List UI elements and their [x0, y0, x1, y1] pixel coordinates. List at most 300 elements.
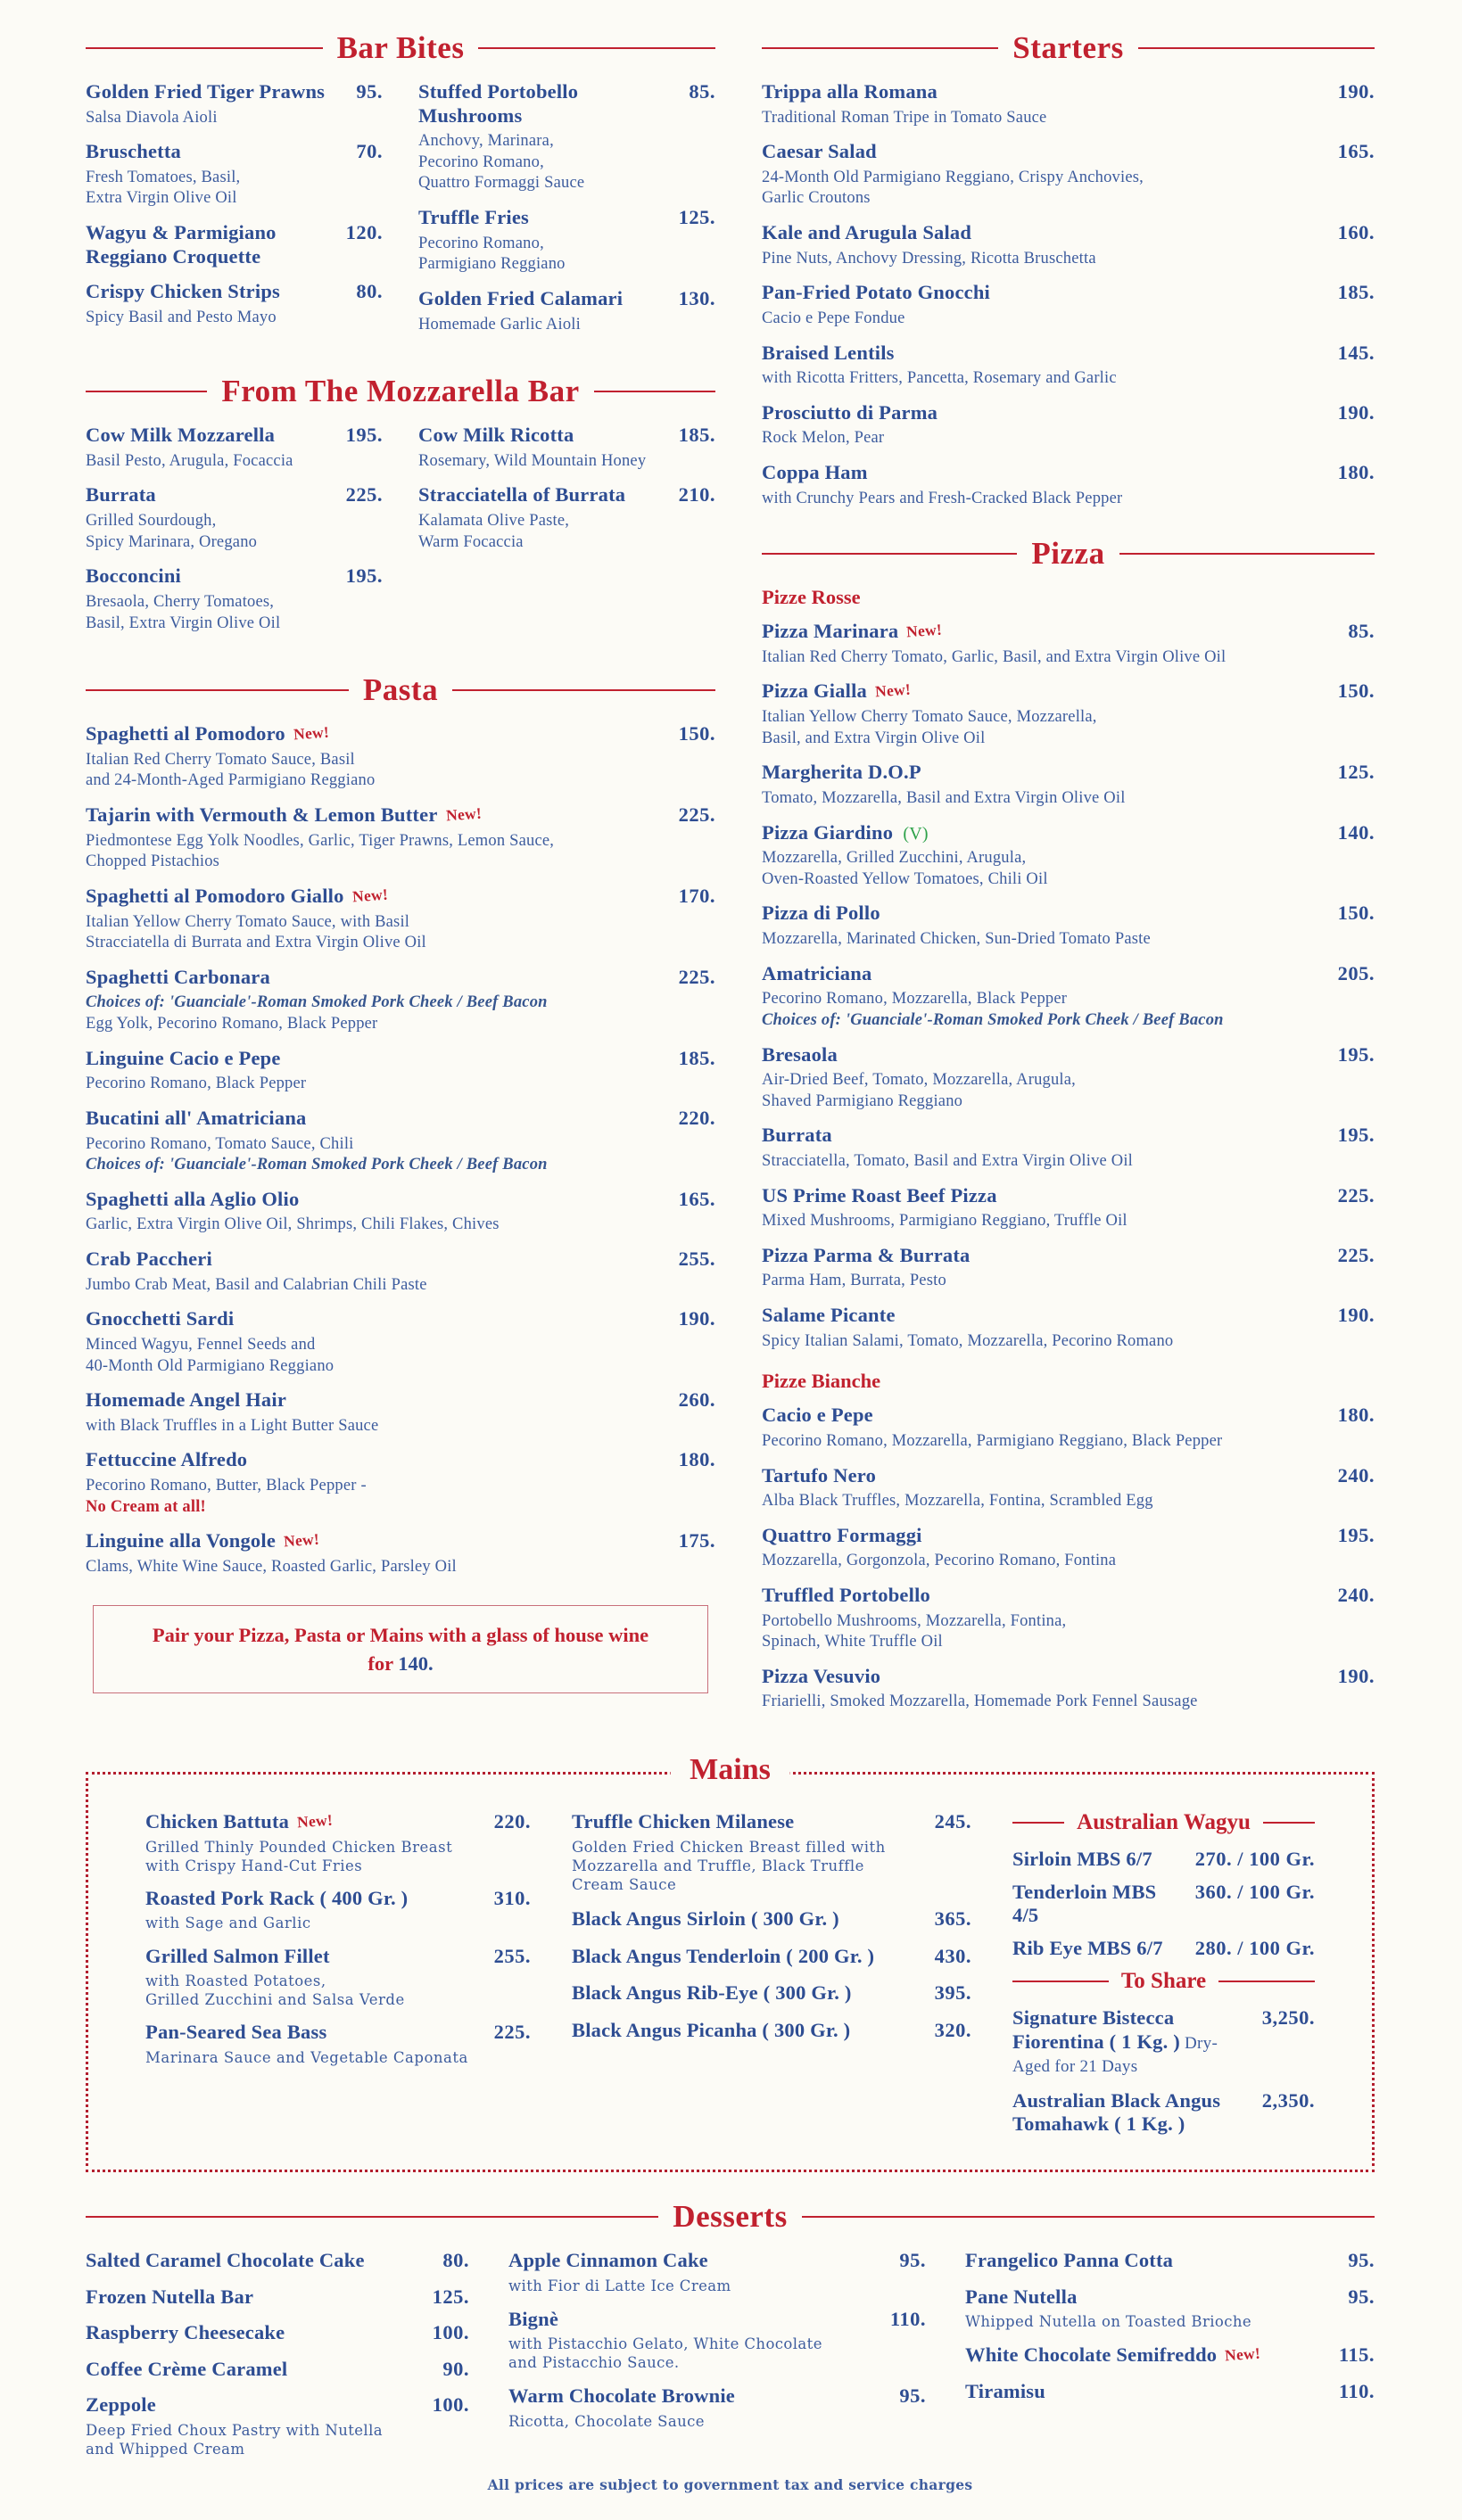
menu-item-row	[762, 1584, 1375, 1608]
item-price: 95.	[356, 80, 383, 103]
menu-item-row	[762, 221, 1375, 245]
item-price: 130.	[678, 287, 715, 309]
mozzarella-bar-header	[86, 374, 715, 409]
description-line: Rosemary, Wild Mountain Honey	[418, 451, 647, 470]
mozzarella-col-2	[418, 424, 715, 646]
item-name: US Prime Roast Beef Pizza	[762, 1183, 997, 1206]
item-price: 150.	[678, 722, 715, 745]
item-name: Amatriciana	[762, 961, 872, 984]
wine-price: 140.	[398, 1652, 434, 1676]
item-name: Linguine Cacio e Pepe	[86, 1046, 281, 1069]
new-badge: New!	[293, 722, 330, 744]
menu-item	[86, 1107, 715, 1176]
description-line: Chopped Pistachios	[86, 852, 220, 871]
item-price: 395.	[934, 1981, 971, 2005]
menu-item	[1012, 1937, 1315, 1961]
item-name: Grilled Salmon Fillet	[145, 1944, 330, 1967]
menu-item	[762, 1124, 1375, 1172]
menu-item-row	[86, 1307, 715, 1331]
description-line: with Sage and Garlic	[145, 1915, 311, 1932]
item-description	[762, 848, 1375, 890]
desserts-col-2	[508, 2249, 926, 2471]
menu-item	[508, 2308, 926, 2373]
new-badge: New!	[905, 620, 944, 641]
menu-item	[572, 1810, 971, 1894]
menu-item-row	[418, 424, 715, 448]
item-name: Stuffed Portobello Mushrooms	[418, 80, 579, 127]
description-line: Mozzarella, Marinated Chicken, Sun-Dried Tomato Paste	[762, 930, 1151, 949]
menu-item	[762, 1524, 1375, 1572]
item-name: Pizza Vesuvio	[762, 1664, 881, 1687]
description-line: Marinara Sauce and Vegetable Caponata	[145, 2048, 468, 2066]
header-rule-right	[478, 47, 715, 49]
description-line: with Roasted Potatoes,	[145, 1972, 326, 1990]
item-price: 225.	[678, 965, 715, 988]
item-description	[86, 108, 383, 129]
menu-item	[508, 2249, 926, 2295]
item-name: Pizza Gialla New!	[762, 679, 912, 703]
description-line: Ricotta, Chocolate Sauce	[508, 2413, 705, 2430]
item-price: 240.	[1337, 1463, 1375, 1486]
item-name: Australian Black Angus Tomahawk ( 1 Kg. )	[1012, 2088, 1221, 2136]
menu-item-row	[762, 902, 1375, 926]
menu-item	[86, 885, 715, 954]
description-line: Pecorino Romano,	[418, 152, 544, 171]
section-title: Bar Bites	[336, 30, 465, 65]
item-price: 170.	[678, 885, 715, 907]
description-line: Choices of: 'Guanciale'-Roman Smoked Pork Cheek / Beef Bacon	[762, 1010, 1224, 1029]
item-description	[762, 1211, 1375, 1232]
menu-item	[762, 80, 1375, 128]
item-name: Truffle Fries	[418, 206, 530, 229]
description-line: Spicy Italian Salami, Tomato, Mozzarella, Pecorino Romano	[762, 1331, 1174, 1350]
description-line: Oven-Roasted Yellow Tomatoes, Chili Oil	[762, 869, 1048, 888]
section-title: Pizza	[1031, 536, 1105, 572]
item-description	[762, 108, 1375, 129]
item-name: Stracciatella of Burrata	[418, 483, 626, 506]
menu-item-row	[762, 821, 1375, 845]
menu-item-row	[1012, 1881, 1315, 1928]
item-name: Signature Bistecca Fiorentina ( 1 Kg. ) Dry-Aged for 21 Days	[1012, 2006, 1218, 2077]
item-price: 180.	[678, 1448, 715, 1471]
description-line: Portobello Mushrooms, Mozzarella, Fontina,	[762, 1611, 1067, 1630]
item-description	[762, 489, 1375, 510]
section-desserts	[86, 2199, 1375, 2471]
header-rule-right	[1119, 553, 1375, 555]
item-price: 220.	[678, 1107, 715, 1129]
menu-item-row	[86, 1047, 715, 1071]
item-price: 140.	[1337, 820, 1375, 844]
to-share-title: To Share	[1120, 1969, 1207, 1994]
item-description	[86, 451, 383, 473]
menu-columns	[86, 30, 1375, 1740]
menu-item-row	[762, 620, 1375, 644]
description-line: Clams, White Wine Sauce, Roasted Garlic, Parsley Oil	[86, 1557, 457, 1576]
item-name: White Chocolate Semifreddo New!	[965, 2343, 1261, 2367]
item-price: 190.	[1337, 400, 1375, 424]
mains-col-2	[572, 1810, 971, 2148]
menu-item-row	[86, 1188, 715, 1212]
menu-item	[965, 2343, 1375, 2368]
description-line: Basil, and Extra Virgin Olive Oil	[762, 729, 986, 747]
item-description	[86, 168, 383, 210]
menu-item	[86, 424, 383, 472]
item-price: 120.	[345, 221, 383, 244]
item-price: 365.	[934, 1906, 971, 1930]
item-description	[762, 1551, 1375, 1572]
menu-item	[572, 2019, 971, 2043]
item-price: 110.	[1338, 2379, 1375, 2402]
menu-item	[762, 679, 1375, 749]
item-name: Truffled Portobello	[762, 1584, 930, 1606]
menu-item-row	[508, 2384, 926, 2409]
item-name: Bignè	[508, 2307, 559, 2330]
menu-item-row	[762, 281, 1375, 305]
menu-item	[762, 140, 1375, 210]
item-description	[145, 1972, 531, 2009]
header-rule-left	[86, 391, 207, 392]
item-name: Trippa alla Romana	[762, 80, 937, 103]
item-price: 70.	[356, 140, 383, 163]
item-price: 255.	[678, 1248, 715, 1271]
item-price: 100.	[432, 2321, 469, 2344]
item-description	[86, 1074, 715, 1095]
menu-item-row	[86, 424, 383, 448]
menu-item	[86, 483, 383, 553]
description-line: Pecorino Romano, Mozzarella, Parmigiano Reggiano, Black Pepper	[762, 1431, 1223, 1450]
description-line: Mozzarella, Gorgonzola, Pecorino Romano, Fontina	[762, 1552, 1117, 1570]
section-pizza	[762, 536, 1375, 1713]
menu-item-row	[86, 1388, 715, 1412]
menu-item	[86, 966, 715, 1035]
item-description	[762, 1692, 1375, 1713]
menu-item-row	[86, 221, 383, 268]
item-name: Sirloin MBS 6/7	[1012, 1848, 1152, 1871]
section-starters	[762, 30, 1375, 509]
description-line: and Whipped Cream	[86, 2440, 245, 2458]
description-line: Italian Red Cherry Tomato, Garlic, Basil, and Extra Virgin Olive Oil	[762, 647, 1227, 666]
menu-item-row	[145, 2021, 531, 2045]
menu-item-row	[762, 1124, 1375, 1148]
menu-item-row	[762, 342, 1375, 366]
description-line: Italian Yellow Cherry Tomato Sauce, Mozzarella,	[762, 707, 1097, 726]
description-line: with Ricotta Fritters, Pancetta, Rosemary and Garlic	[762, 369, 1117, 388]
item-name: Crab Paccheri	[86, 1248, 212, 1271]
menu-item	[86, 221, 383, 268]
item-price: 100.	[432, 2393, 469, 2417]
item-name: Quattro Formaggi	[762, 1523, 922, 1546]
menu-item	[418, 80, 715, 194]
description-line: Spinach, White Truffle Oil	[762, 1633, 943, 1651]
item-price: 85.	[689, 80, 715, 103]
description-line: with Crunchy Pears and Fresh-Cracked Black Pepper	[762, 489, 1123, 507]
pizze-bianche-items	[762, 1404, 1375, 1713]
menu-item-row	[572, 1810, 971, 1834]
veg-badge: (V)	[898, 823, 929, 844]
item-description	[86, 912, 715, 954]
item-price: 195.	[345, 424, 383, 447]
menu-item	[762, 342, 1375, 390]
item-name: Frangelico Panna Cotta	[965, 2249, 1174, 2272]
section-pasta	[86, 672, 715, 1577]
description-line: and 24-Month-Aged Parmigiano Reggiano	[86, 771, 376, 790]
menu-item	[86, 140, 383, 210]
menu-item-row	[1012, 1937, 1315, 1961]
item-name: Pan-Seared Sea Bass	[145, 2021, 327, 2044]
item-price: 320.	[934, 2018, 971, 2041]
new-badge: New!	[1224, 2343, 1261, 2365]
item-description	[762, 168, 1375, 210]
item-price: 95.	[899, 2384, 926, 2408]
menu-item	[572, 1945, 971, 1969]
menu-item-row	[418, 287, 715, 311]
menu-item-row	[572, 1981, 971, 2005]
menu-item	[86, 80, 383, 128]
right-column	[762, 30, 1375, 1740]
item-price: 160.	[1337, 221, 1375, 244]
item-name: Apple Cinnamon Cake	[508, 2249, 708, 2272]
item-price: 225.	[345, 483, 383, 506]
item-description	[762, 309, 1375, 330]
description-line: Choices of: 'Guanciale'-Roman Smoked Pork Cheek / Beef Bacon	[86, 993, 548, 1012]
pasta-header	[86, 672, 715, 708]
description-line: Pine Nuts, Anchovy Dressing, Ricotta Bruschetta	[762, 249, 1096, 268]
menu-item-row	[86, 803, 715, 828]
item-name: Pane Nutella	[965, 2285, 1078, 2308]
item-name: Tenderloin MBS 4/5	[1012, 1880, 1157, 1927]
item-description	[508, 2335, 926, 2372]
pizze-bianche-label: Pizze Bianche	[762, 1370, 881, 1393]
item-description	[145, 1838, 531, 1875]
bar-bites-col-1	[86, 80, 383, 347]
item-description	[762, 1611, 1375, 1653]
item-price: 260.	[678, 1388, 715, 1412]
description-line: and Pistacchio Sauce.	[508, 2354, 680, 2372]
menu-item	[762, 821, 1375, 891]
menu-item	[86, 1248, 715, 1296]
item-note: Dry-Aged for 21 Days	[1012, 2033, 1218, 2077]
menu-item	[86, 280, 383, 328]
item-description	[762, 989, 1375, 1031]
wine-promo-line1: Pair your Pizza, Pasta or Mains with a glass of house wine	[152, 1623, 649, 1646]
menu-item-row	[86, 966, 715, 990]
menu-item-row	[572, 1907, 971, 1931]
item-price: 280. / 100 Gr.	[1194, 1936, 1315, 1959]
item-price: 190.	[1337, 1304, 1375, 1327]
menu-item-row	[86, 564, 383, 589]
menu-item-row	[965, 2249, 1375, 2273]
item-description	[762, 788, 1375, 810]
menu-item-row	[86, 80, 383, 104]
item-name: Wagyu & Parmigiano Reggiano Croquette	[86, 221, 277, 268]
menu-item-row	[86, 2285, 469, 2310]
item-price: 185.	[678, 1046, 715, 1069]
menu-item	[762, 1584, 1375, 1653]
menu-item	[418, 206, 715, 276]
item-description	[86, 592, 383, 634]
section-mozzarella-bar	[86, 374, 715, 646]
menu-item	[762, 761, 1375, 809]
description-line: Pecorino Romano, Mozzarella, Black Pepper	[762, 990, 1068, 1009]
section-bar-bites	[86, 30, 715, 347]
item-description	[762, 707, 1375, 749]
item-description	[86, 750, 715, 792]
description-line: Golden Fried Chicken Breast filled with	[572, 1838, 886, 1856]
item-name: Roasted Pork Rack ( 400 Gr. )	[145, 1886, 409, 1909]
item-name: Bresaola	[762, 1042, 838, 1066]
menu-item	[965, 2249, 1375, 2273]
description-line: Extra Virgin Olive Oil	[86, 189, 237, 208]
item-description	[86, 1476, 715, 1518]
new-badge: New!	[296, 1810, 334, 1832]
desserts-header	[86, 2199, 1375, 2235]
item-name: Spaghetti al Pomodoro New!	[86, 722, 330, 745]
item-price: 180.	[1337, 1404, 1375, 1427]
menu-item	[86, 2358, 469, 2382]
menu-item-row	[86, 722, 715, 746]
item-description	[762, 1491, 1375, 1512]
item-price: 225.	[1337, 1183, 1375, 1206]
description-line: Cream Sauce	[572, 1875, 677, 1893]
menu-item	[1012, 2006, 1315, 2078]
item-name: Cacio e Pepe	[762, 1404, 873, 1427]
menu-item-row	[762, 1464, 1375, 1488]
item-description	[86, 1557, 715, 1578]
description-line: with Fior di Latte Ice Cream	[508, 2277, 731, 2294]
mains-col-3	[1012, 1810, 1315, 2148]
menu-item	[762, 1043, 1375, 1113]
description-line: Bresaola, Cherry Tomatoes,	[86, 592, 275, 611]
mains-title: Mains	[670, 1753, 790, 1787]
item-name: Cow Milk Ricotta	[418, 424, 574, 447]
menu-item	[762, 1244, 1375, 1292]
item-name: Margherita D.O.P	[762, 761, 921, 784]
menu-item	[762, 1464, 1375, 1512]
item-price: 95.	[1348, 2249, 1375, 2272]
menu-item	[1012, 2089, 1315, 2137]
menu-item	[86, 1388, 715, 1437]
description-line: Choices of: 'Guanciale'-Roman Smoked Pork Cheek / Beef Bacon	[86, 1156, 548, 1174]
menu-item-row	[762, 1665, 1375, 1689]
item-price: 225.	[1337, 1243, 1375, 1266]
item-price: 430.	[934, 1944, 971, 1967]
description-line: with Black Truffles in a Light Butter Sauce	[86, 1416, 379, 1435]
description-line: Shaved Parmigiano Reggiano	[762, 1091, 963, 1110]
header-rule-right	[1263, 1822, 1315, 1824]
item-name: Caesar Salad	[762, 140, 877, 163]
description-line: Traditional Roman Tripe in Tomato Sauce	[762, 108, 1047, 127]
item-description	[418, 315, 715, 336]
item-description	[86, 992, 715, 1034]
menu-item-row	[1012, 2006, 1315, 2078]
menu-item	[86, 2393, 469, 2458]
menu-item	[762, 1665, 1375, 1713]
item-price: 150.	[1337, 679, 1375, 703]
item-name: Black Angus Rib-Eye ( 300 Gr. )	[572, 1981, 852, 2005]
header-rule-left	[86, 47, 323, 49]
item-description	[965, 2312, 1375, 2331]
item-price: 180.	[1337, 460, 1375, 483]
item-name: Bocconcini	[86, 564, 181, 588]
new-badge: New!	[874, 680, 912, 701]
item-price: 145.	[1337, 341, 1375, 364]
menu-item-row	[965, 2285, 1375, 2310]
menu-item-row	[145, 1887, 531, 1911]
item-description	[86, 831, 715, 873]
menu-item	[145, 1810, 531, 1875]
menu-item	[762, 401, 1375, 449]
menu-item-row	[145, 1810, 531, 1834]
menu-item	[762, 461, 1375, 509]
description-line: Friarielli, Smoked Mozzarella, Homemade Pork Fennel Sausage	[762, 1692, 1198, 1711]
item-price: 245.	[934, 1810, 971, 1833]
item-name: Burrata	[86, 483, 156, 506]
menu-item-row	[572, 1945, 971, 1969]
item-description	[418, 451, 715, 473]
item-name: Chicken Battuta New!	[145, 1810, 334, 1833]
item-name: Homemade Angel Hair	[86, 1388, 287, 1412]
menu-item-row	[86, 280, 383, 304]
menu-item	[762, 221, 1375, 269]
description-line: Basil, Extra Virgin Olive Oil	[86, 614, 281, 632]
menu-item-row	[965, 2380, 1375, 2404]
menu-item	[418, 287, 715, 335]
item-description	[762, 647, 1375, 669]
menu-item	[762, 620, 1375, 668]
menu-item-row	[1012, 1848, 1315, 1872]
menu-item-row	[762, 679, 1375, 704]
menu-item	[86, 1448, 715, 1518]
description-line: Anchovy, Marinara,	[418, 132, 554, 151]
to-share-header	[1012, 1969, 1315, 1994]
item-name: Salted Caramel Chocolate Cake	[86, 2249, 365, 2272]
item-description	[762, 1331, 1375, 1353]
item-price: 125.	[432, 2285, 469, 2308]
header-rule-left	[1012, 1822, 1064, 1824]
menu-item	[762, 1404, 1375, 1452]
menu-item	[86, 1307, 715, 1377]
menu-item-row	[762, 80, 1375, 104]
header-rule-left	[762, 553, 1017, 555]
description-line: Parma Ham, Burrata, Pesto	[762, 1272, 946, 1290]
menu-item-row	[762, 1043, 1375, 1067]
item-price: 190.	[1337, 80, 1375, 103]
item-name: Frozen Nutella Bar	[86, 2285, 254, 2308]
description-line: Cacio e Pepe Fondue	[762, 309, 905, 327]
item-name: Cow Milk Mozzarella	[86, 424, 276, 447]
menu-item-row	[86, 483, 383, 507]
pizze-rosse-items	[762, 620, 1375, 1352]
item-price: 225.	[493, 2021, 531, 2044]
header-rule-right	[452, 689, 715, 691]
item-name: Tajarin with Vermouth & Lemon Butter New!	[86, 803, 483, 827]
starters-items	[762, 80, 1375, 509]
description-line: Kalamata Olive Paste,	[418, 511, 570, 530]
header-rule-right	[1218, 1981, 1315, 1982]
header-rule-right	[594, 391, 715, 392]
description-line: Mixed Mushrooms, Parmigiano Reggiano, Truffle Oil	[762, 1212, 1127, 1231]
description-line: Stracciatella, Tomato, Basil and Extra Virgin Olive Oil	[762, 1152, 1134, 1171]
menu-item	[418, 483, 715, 553]
menu-item-row	[762, 1184, 1375, 1208]
item-price: 190.	[678, 1307, 715, 1330]
item-price: 310.	[493, 1886, 531, 1909]
menu-item-row	[418, 206, 715, 230]
menu-item	[86, 564, 383, 634]
wine-promo-note	[93, 1605, 708, 1693]
item-price: 360. / 100 Gr.	[1194, 1880, 1315, 1903]
description-line: Stracciatella di Burrata and Extra Virgin Olive Oil	[86, 934, 426, 952]
